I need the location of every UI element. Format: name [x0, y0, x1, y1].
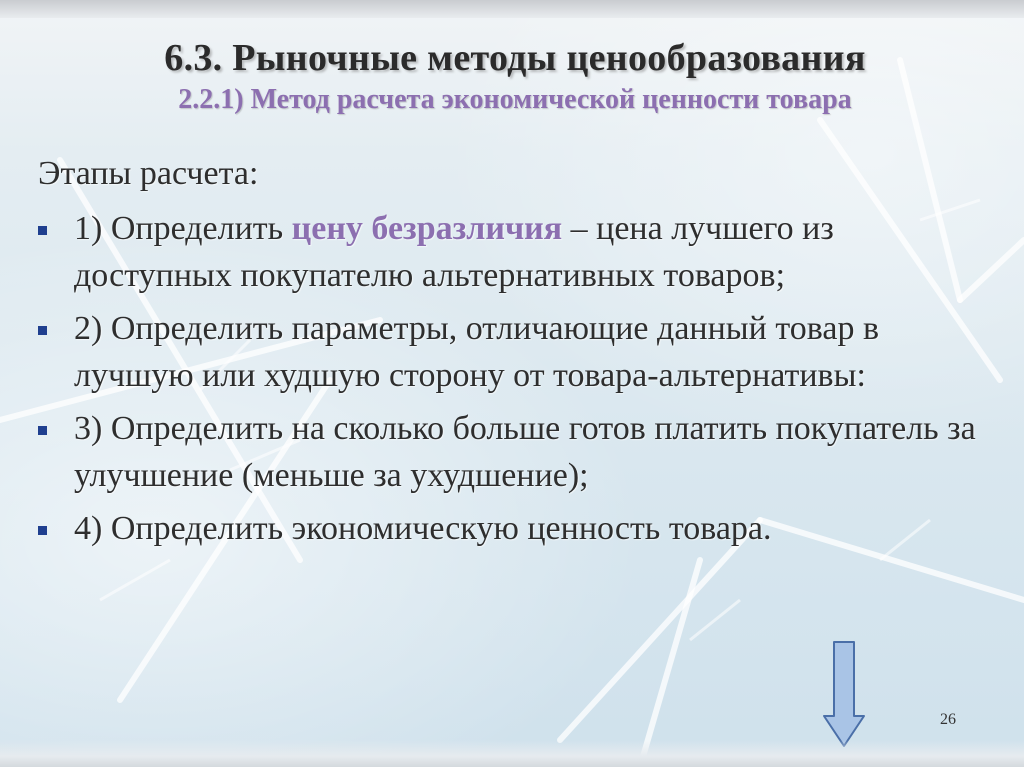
list-item — [36, 305, 976, 399]
step-1-lead: 1) Определить — [74, 210, 292, 247]
steps-list — [36, 205, 976, 552]
square-bullet-icon — [38, 526, 47, 535]
step-2-text: 2) Определить параметры, отличающие данный товар в лучшую или худшую сторону от товара-альтернативы: — [74, 310, 879, 394]
step-1-rest: – цена лучшего из доступных покупателю альтернативных товаров; — [74, 210, 834, 294]
square-bullet-icon — [38, 326, 47, 335]
page-number: 26 — [940, 711, 956, 728]
step-3-text: 3) Определить на сколько больше готов платить покупатель за улучшение (меньше за ухудшение); — [74, 410, 976, 494]
slide-subtitle: 2.2.1) Метод расчета экономической ценности товара — [178, 84, 852, 115]
list-item — [36, 205, 976, 299]
intro-text: Этапы расчета: — [38, 155, 259, 192]
list-item — [36, 505, 976, 552]
square-bullet-icon — [38, 226, 47, 235]
bottom-band — [0, 740, 1024, 767]
step-4-text: 4) Определить экономическую ценность товара. — [74, 510, 772, 547]
slide-content — [36, 150, 976, 558]
indifference-price-term: цену безразличия — [291, 210, 563, 247]
slide-title: 6.3. Рыночные методы ценообразования — [164, 37, 866, 79]
list-item — [36, 405, 976, 499]
down-arrow-icon[interactable] — [822, 640, 866, 750]
square-bullet-icon — [38, 426, 47, 435]
